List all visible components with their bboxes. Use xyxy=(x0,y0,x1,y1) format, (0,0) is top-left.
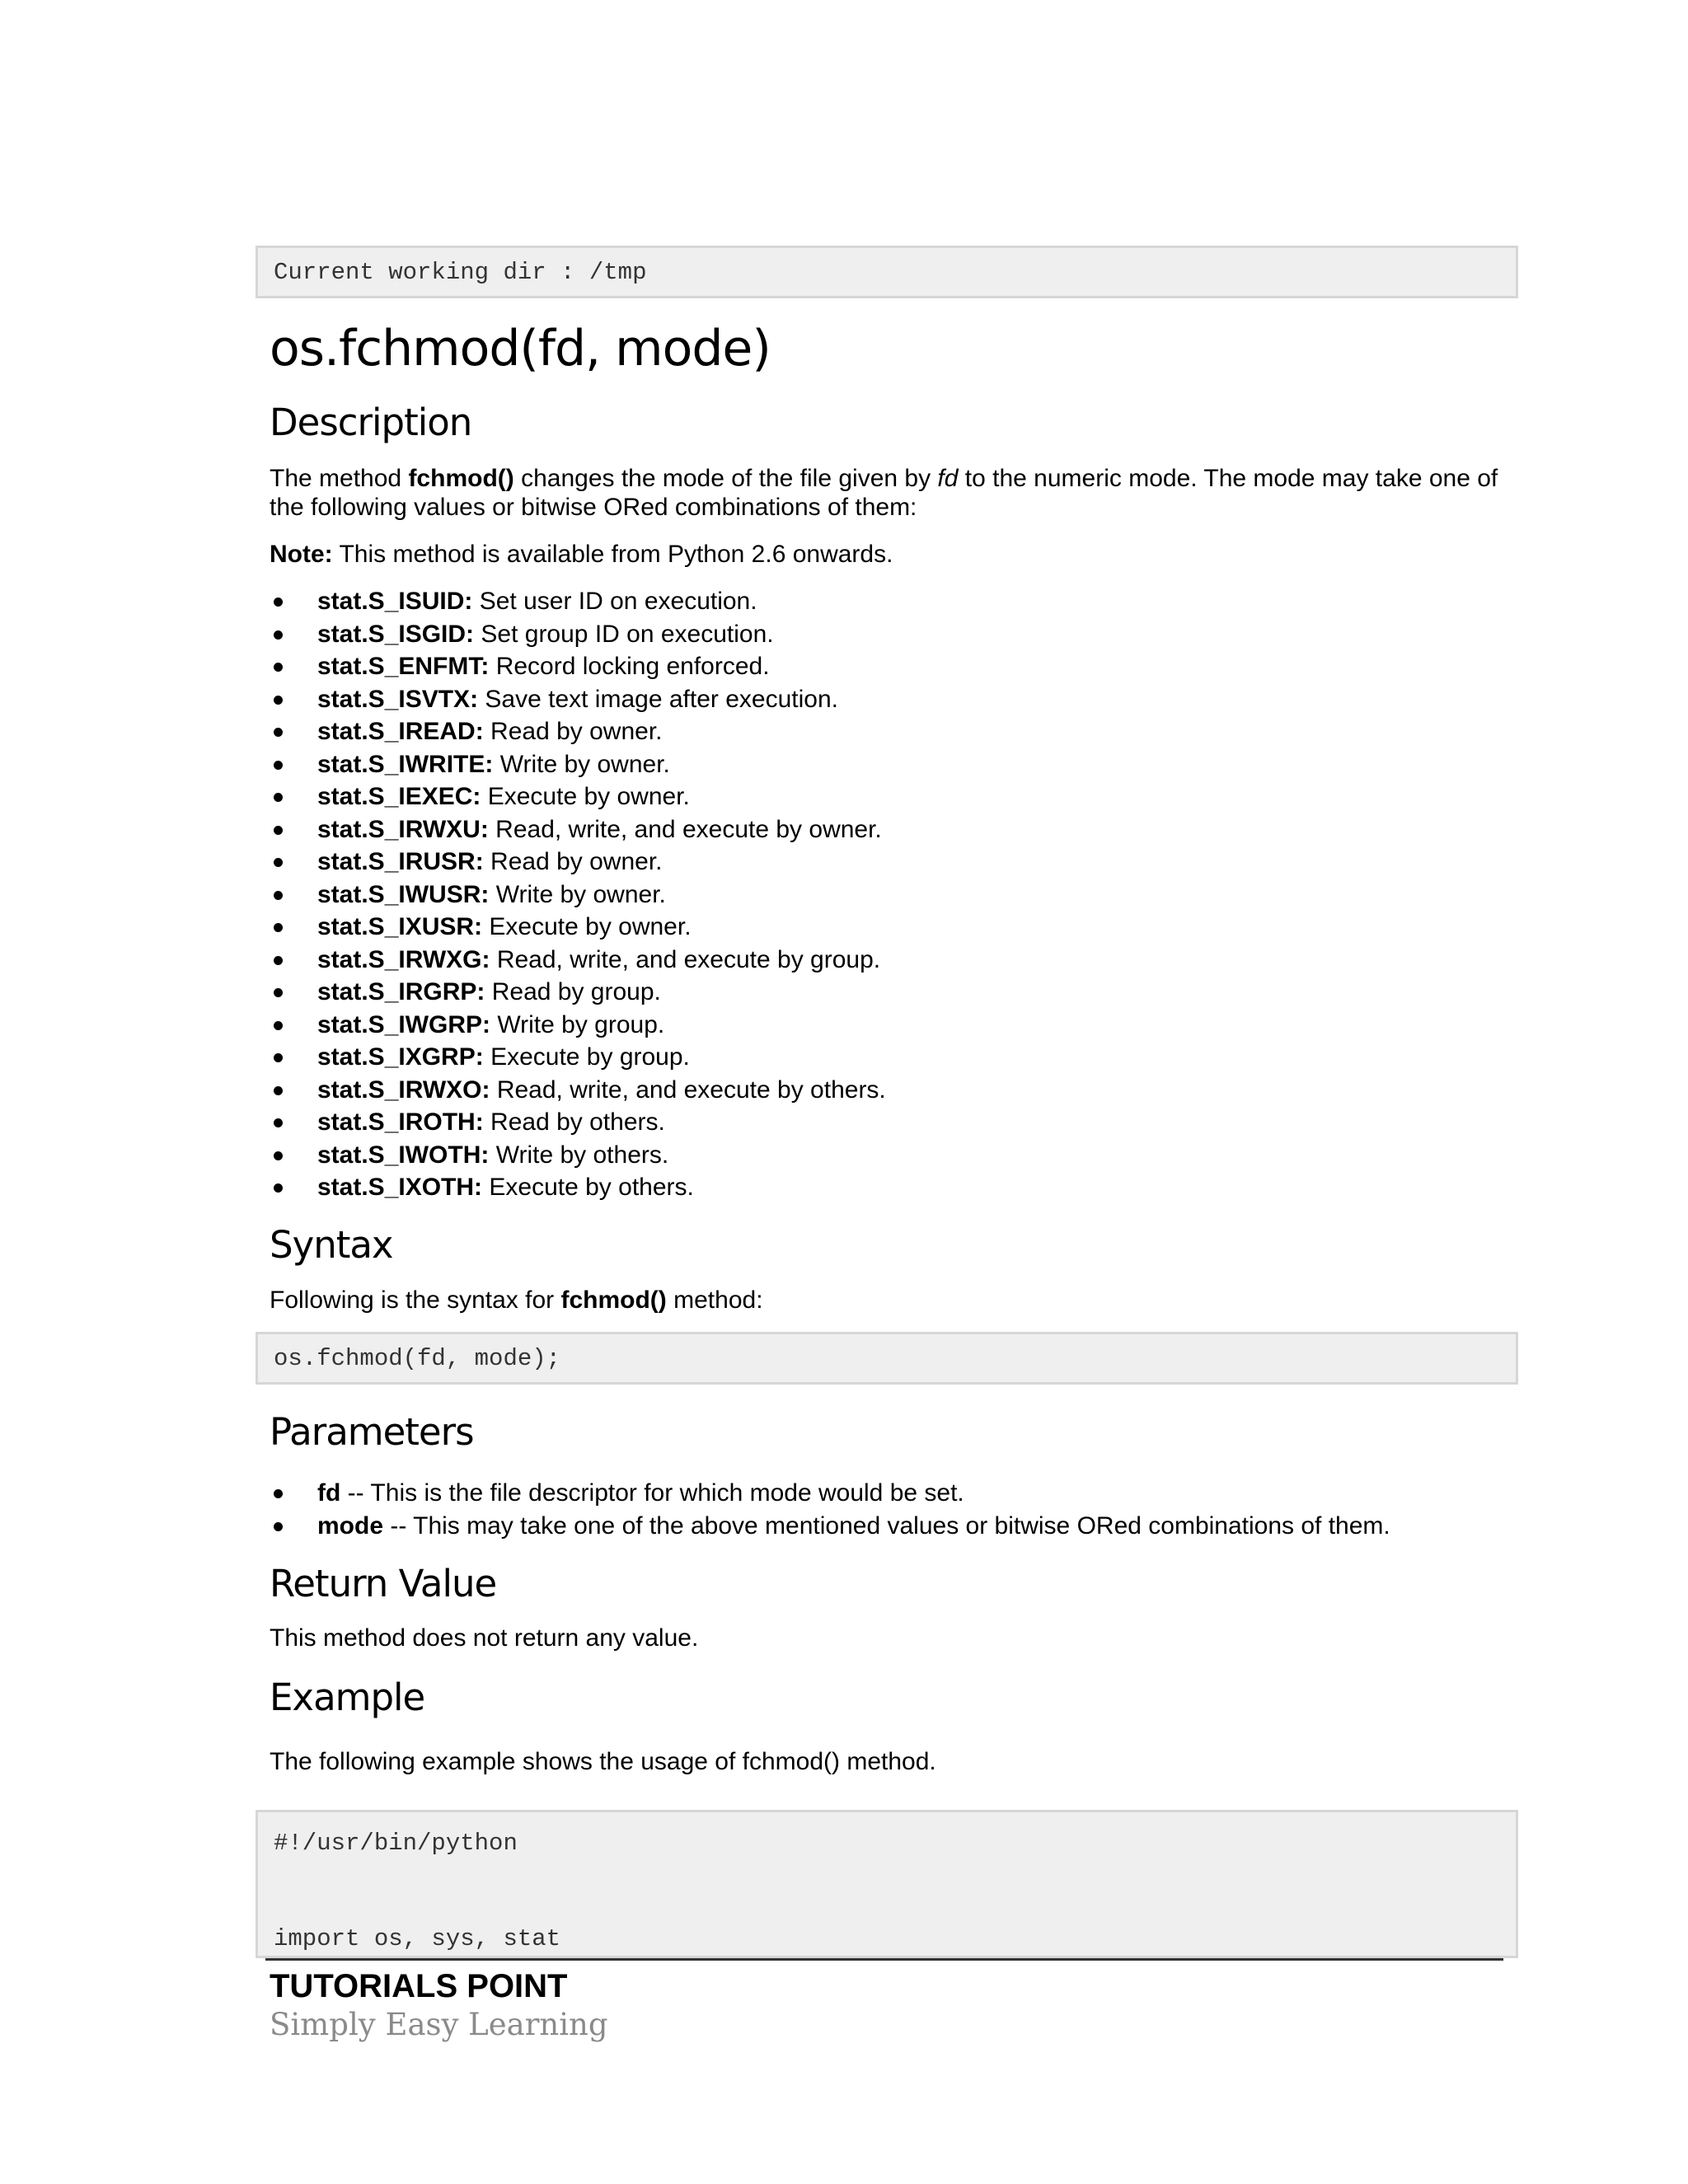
bullet-icon xyxy=(274,923,283,932)
bullet-icon xyxy=(274,1118,283,1127)
page-title: os.fchmod(fd, mode) xyxy=(270,320,771,377)
bullet-icon xyxy=(274,1522,283,1531)
bullet-icon xyxy=(274,988,283,997)
list-item: stat.S_IWRITE: Write by owner. xyxy=(270,748,886,781)
list-item: stat.S_IRWXG: Read, write, and execute by group. xyxy=(270,944,886,977)
footer-divider xyxy=(265,1958,1503,1961)
output-code-block xyxy=(256,246,1518,298)
description-heading: Description xyxy=(270,401,472,444)
method-name: fchmod() xyxy=(408,465,514,492)
list-item: stat.S_IROTH: Read by others. xyxy=(270,1106,886,1139)
bullet-icon xyxy=(274,826,283,835)
bullet-icon xyxy=(274,598,283,607)
list-item: stat.S_ISVTX: Save text image after execution. xyxy=(270,683,886,716)
list-item: stat.S_IXGRP: Execute by group. xyxy=(270,1041,886,1074)
bullet-icon xyxy=(274,630,283,640)
bullet-icon xyxy=(274,1183,283,1193)
bullet-icon xyxy=(274,728,283,737)
bullet-icon xyxy=(274,858,283,867)
note-label: Note: xyxy=(270,541,333,568)
list-item: mode -- This may take one of the above mentioned values or bitwise ORed combinations of them. xyxy=(270,1510,1390,1543)
parameters-heading: Parameters xyxy=(270,1410,474,1454)
list-item: stat.S_IRUSR: Read by owner. xyxy=(270,846,886,879)
example-paragraph: The following example shows the usage of fchmod() method. xyxy=(270,1748,936,1775)
list-item: stat.S_IRGRP: Read by group. xyxy=(270,976,886,1009)
syntax-paragraph: Following is the syntax for fchmod() method: xyxy=(270,1286,763,1314)
description-paragraph: The method fchmod() changes the mode of the file given by fd to the numeric mode. The mode may take one of the following values or bitwise ORed combinations of them: xyxy=(270,465,1498,521)
bullet-icon xyxy=(274,1086,283,1095)
method-name: fchmod() xyxy=(560,1286,667,1314)
parameters-list xyxy=(270,1477,1390,1543)
list-item: stat.S_IRWXU: Read, write, and execute by owner. xyxy=(270,813,886,846)
syntax-code-block xyxy=(256,1332,1518,1385)
constants-list xyxy=(270,585,886,1204)
bullet-icon xyxy=(274,1489,283,1498)
code-line: import os, sys, stat xyxy=(274,1925,561,1952)
bullet-icon xyxy=(274,1053,283,1062)
bullet-icon xyxy=(274,761,283,770)
list-item: fd -- This is the file descriptor for which mode would be set. xyxy=(270,1477,1390,1510)
list-item: stat.S_IRWXO: Read, write, and execute by others. xyxy=(270,1074,886,1107)
footer-tagline: Simply Easy Learning xyxy=(270,2007,608,2042)
note-paragraph: Note: This method is available from Python 2.6 onwards. xyxy=(270,541,893,568)
bullet-icon xyxy=(274,1021,283,1030)
list-item: stat.S_IWOTH: Write by others. xyxy=(270,1139,886,1172)
output-text: Current working dir : /tmp xyxy=(274,259,647,286)
return-value-paragraph: This method does not return any value. xyxy=(270,1624,699,1652)
fd-term: fd xyxy=(937,465,959,492)
bullet-icon xyxy=(274,696,283,705)
code-line: #!/usr/bin/python xyxy=(274,1830,518,1857)
example-heading: Example xyxy=(270,1675,425,1719)
list-item: stat.S_IEXEC: Execute by owner. xyxy=(270,780,886,813)
footer-title: TUTORIALS POINT xyxy=(270,1968,568,2004)
list-item: stat.S_ISGID: Set group ID on execution. xyxy=(270,618,886,651)
return-value-heading: Return Value xyxy=(270,1562,497,1605)
bullet-icon xyxy=(274,663,283,672)
bullet-icon xyxy=(274,891,283,900)
list-item: stat.S_IWUSR: Write by owner. xyxy=(270,879,886,912)
syntax-code: os.fchmod(fd, mode); xyxy=(274,1345,561,1372)
syntax-heading: Syntax xyxy=(270,1223,393,1267)
list-item: stat.S_ENFMT: Record locking enforced. xyxy=(270,650,886,683)
list-item: stat.S_IREAD: Read by owner. xyxy=(270,715,886,748)
bullet-icon xyxy=(274,956,283,965)
list-item: stat.S_IXUSR: Execute by owner. xyxy=(270,911,886,944)
list-item: stat.S_ISUID: Set user ID on execution. xyxy=(270,585,886,618)
example-code-block xyxy=(256,1810,1518,1958)
bullet-icon xyxy=(274,1151,283,1160)
list-item: stat.S_IWGRP: Write by group. xyxy=(270,1009,886,1042)
bullet-icon xyxy=(274,793,283,802)
list-item: stat.S_IXOTH: Execute by others. xyxy=(270,1171,886,1204)
